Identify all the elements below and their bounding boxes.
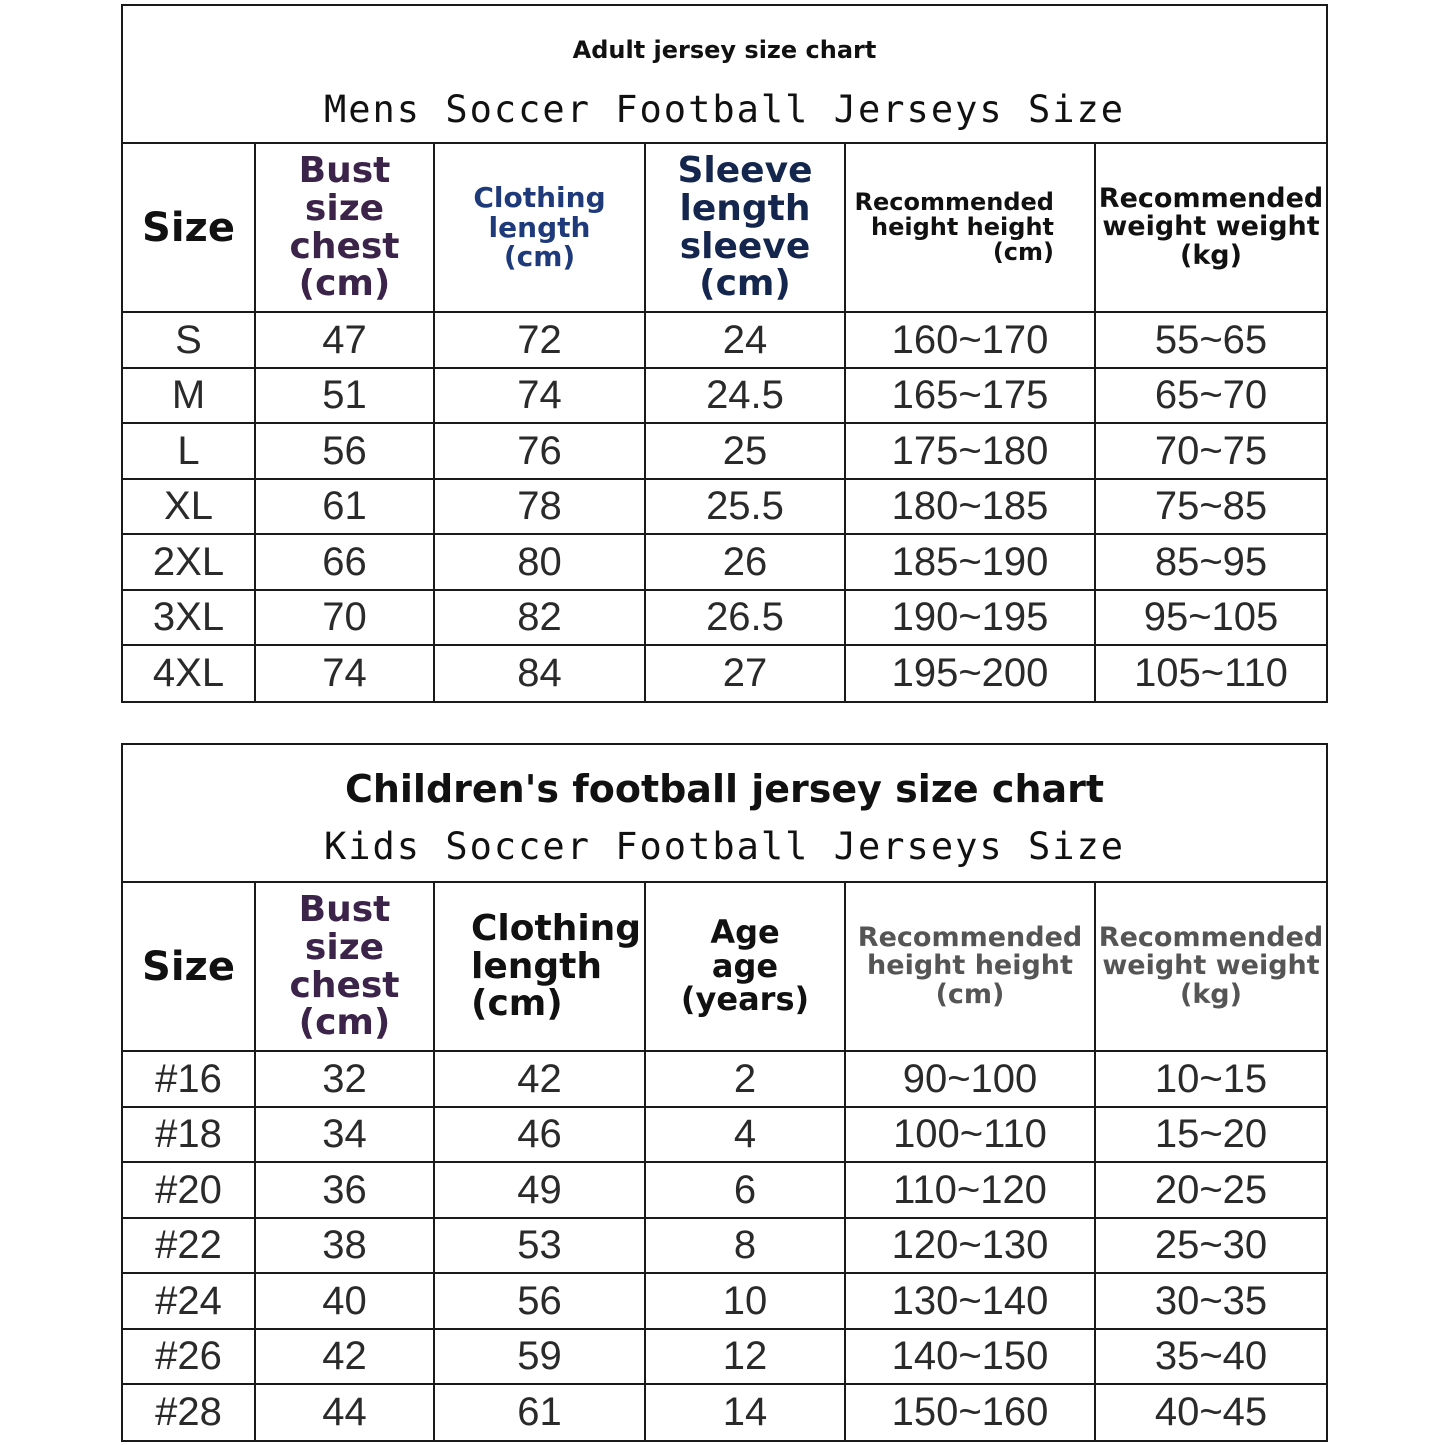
adult-chart-title: Adult jersey size chart <box>572 36 877 64</box>
cell-size: 3XL <box>123 590 255 646</box>
cell-age: 10 <box>645 1273 845 1329</box>
kids-header-height: Recommended height height (cm) <box>845 883 1095 1051</box>
kids-header-age: Age age (years) <box>645 883 845 1051</box>
cell-size: #20 <box>123 1162 255 1218</box>
cell-length: 42 <box>434 1051 645 1107</box>
cell-height: 90~100 <box>845 1051 1095 1107</box>
cell-length: 72 <box>434 312 645 368</box>
adult-header-row <box>123 144 1326 312</box>
cell-height: 165~175 <box>845 368 1095 424</box>
table-row <box>123 1162 1326 1218</box>
cell-bust: 70 <box>255 590 434 646</box>
cell-height: 160~170 <box>845 312 1095 368</box>
cell-length: 78 <box>434 479 645 535</box>
cell-bust: 47 <box>255 312 434 368</box>
adult-header-weight: Recommended weight weight (kg) <box>1095 144 1326 312</box>
cell-weight: 55~65 <box>1095 312 1326 368</box>
cell-weight: 95~105 <box>1095 590 1326 646</box>
adult-chart-subtitle: Mens Soccer Football Jerseys Size <box>323 88 1126 131</box>
cell-size: #26 <box>123 1329 255 1385</box>
cell-bust: 40 <box>255 1273 434 1329</box>
cell-size: #16 <box>123 1051 255 1107</box>
cell-weight: 65~70 <box>1095 368 1326 424</box>
kids-header-size: Size <box>123 883 255 1051</box>
table-row <box>123 1218 1326 1274</box>
cell-age: 8 <box>645 1218 845 1274</box>
cell-size: S <box>123 312 255 368</box>
cell-bust: 74 <box>255 645 434 701</box>
table-row <box>123 312 1326 368</box>
adult-header-size: Size <box>123 144 255 312</box>
cell-weight: 10~15 <box>1095 1051 1326 1107</box>
cell-bust: 61 <box>255 479 434 535</box>
adult-size-chart <box>121 4 1328 703</box>
cell-size: L <box>123 423 255 479</box>
cell-size: #18 <box>123 1107 255 1163</box>
cell-length: 46 <box>434 1107 645 1163</box>
table-row <box>123 423 1326 479</box>
cell-length: 49 <box>434 1162 645 1218</box>
cell-weight: 35~40 <box>1095 1329 1326 1385</box>
cell-age: 6 <box>645 1162 845 1218</box>
cell-size: M <box>123 368 255 424</box>
cell-size: #24 <box>123 1273 255 1329</box>
cell-height: 110~120 <box>845 1162 1095 1218</box>
cell-weight: 30~35 <box>1095 1273 1326 1329</box>
cell-bust: 38 <box>255 1218 434 1274</box>
table-row <box>123 645 1326 701</box>
cell-bust: 42 <box>255 1329 434 1385</box>
cell-sleeve: 26.5 <box>645 590 845 646</box>
cell-length: 74 <box>434 368 645 424</box>
table-row <box>123 590 1326 646</box>
cell-height: 175~180 <box>845 423 1095 479</box>
cell-size: 4XL <box>123 645 255 701</box>
cell-age: 2 <box>645 1051 845 1107</box>
kids-header-clothing-length: Clothing length (cm) <box>434 883 645 1051</box>
cell-length: 56 <box>434 1273 645 1329</box>
cell-height: 185~190 <box>845 534 1095 590</box>
cell-length: 59 <box>434 1329 645 1385</box>
cell-bust: 32 <box>255 1051 434 1107</box>
cell-weight: 70~75 <box>1095 423 1326 479</box>
cell-sleeve: 26 <box>645 534 845 590</box>
cell-size: XL <box>123 479 255 535</box>
cell-sleeve: 25 <box>645 423 845 479</box>
adult-header-height: Recommended height height (cm) <box>845 144 1095 312</box>
cell-bust: 44 <box>255 1384 434 1440</box>
cell-bust: 56 <box>255 423 434 479</box>
cell-height: 120~130 <box>845 1218 1095 1274</box>
kids-chart-title: Children's football jersey size chart <box>344 767 1105 811</box>
table-row <box>123 1107 1326 1163</box>
cell-weight: 85~95 <box>1095 534 1326 590</box>
cell-weight: 25~30 <box>1095 1218 1326 1274</box>
cell-height: 190~195 <box>845 590 1095 646</box>
kids-title-block <box>123 745 1326 883</box>
cell-bust: 51 <box>255 368 434 424</box>
cell-height: 150~160 <box>845 1384 1095 1440</box>
cell-weight: 105~110 <box>1134 651 1288 696</box>
cell-sleeve: 27 <box>645 645 845 701</box>
cell-height: 180~185 <box>845 479 1095 535</box>
cell-bust: 66 <box>255 534 434 590</box>
kids-size-chart <box>121 743 1328 1442</box>
kids-chart-subtitle: Kids Soccer Football Jerseys Size <box>323 825 1126 868</box>
table-row <box>123 1273 1326 1329</box>
cell-age: 12 <box>645 1329 845 1385</box>
cell-length: 53 <box>434 1218 645 1274</box>
cell-height: 140~150 <box>845 1329 1095 1385</box>
adult-title-block <box>123 6 1326 144</box>
adult-header-bust: Bust size chest (cm) <box>255 144 434 312</box>
cell-age: 14 <box>645 1384 845 1440</box>
cell-weight: 75~85 <box>1095 479 1326 535</box>
cell-size: #22 <box>123 1218 255 1274</box>
adult-size-table <box>123 144 1326 701</box>
table-row <box>123 479 1326 535</box>
cell-length: 84 <box>434 645 645 701</box>
table-row <box>123 368 1326 424</box>
cell-age: 4 <box>645 1107 845 1163</box>
table-row <box>123 1329 1326 1385</box>
cell-height: 130~140 <box>845 1273 1095 1329</box>
cell-size: #28 <box>123 1384 255 1440</box>
adult-header-clothing-length: Clothing length (cm) <box>434 144 645 312</box>
cell-length: 80 <box>434 534 645 590</box>
cell-sleeve: 25.5 <box>645 479 845 535</box>
table-row <box>123 1051 1326 1107</box>
cell-length: 76 <box>434 423 645 479</box>
cell-length: 82 <box>434 590 645 646</box>
cell-length: 61 <box>434 1384 645 1440</box>
kids-header-bust: Bust size chest (cm) <box>255 883 434 1051</box>
kids-size-table <box>123 883 1326 1440</box>
kids-header-weight: Recommended weight weight (kg) <box>1095 883 1326 1051</box>
adult-header-sleeve-length: Sleeve length sleeve (cm) <box>645 144 845 312</box>
cell-height: 100~110 <box>845 1107 1095 1163</box>
cell-sleeve: 24 <box>645 312 845 368</box>
cell-sleeve: 24.5 <box>645 368 845 424</box>
cell-bust: 34 <box>255 1107 434 1163</box>
cell-weight: 40~45 <box>1154 1390 1268 1435</box>
cell-size: 2XL <box>123 534 255 590</box>
cell-weight: 15~20 <box>1095 1107 1326 1163</box>
table-row <box>123 534 1326 590</box>
cell-bust: 36 <box>255 1162 434 1218</box>
cell-weight: 20~25 <box>1095 1162 1326 1218</box>
kids-header-row <box>123 883 1326 1051</box>
cell-height: 195~200 <box>845 645 1095 701</box>
table-row <box>123 1384 1326 1440</box>
